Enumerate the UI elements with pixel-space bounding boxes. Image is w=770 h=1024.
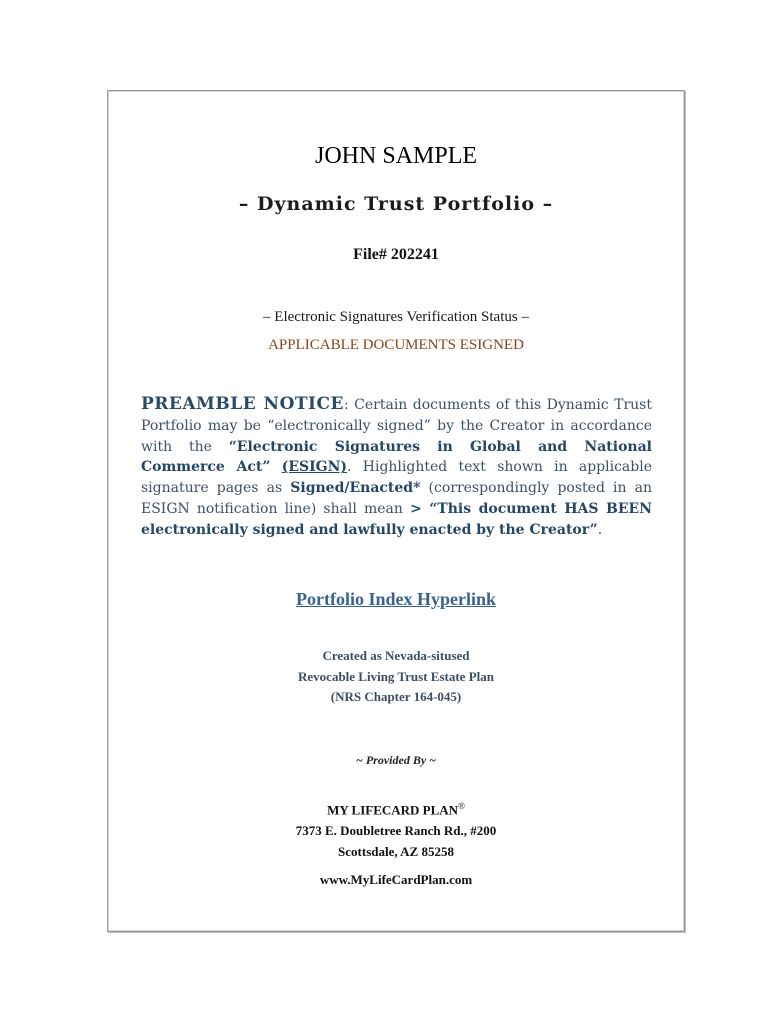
plan-line-1: Created as Nevada-sitused (322, 648, 470, 663)
preamble-text-2 (270, 459, 281, 475)
preamble-notice (141, 394, 652, 541)
plan-line-2: Revocable Living Trust Estate Plan (298, 668, 494, 684)
portfolio-index-link[interactable]: Portfolio Index Hyperlink (295, 589, 496, 609)
plan-line-3: (NRS Chapter 164-045) (330, 689, 462, 704)
registered-mark: ® (458, 801, 465, 811)
plan-description (107, 646, 685, 708)
address-line-1: 7373 E. Doubletree Ranch Rd., #200 (295, 823, 497, 839)
address-line-2: Scottsdale, AZ 85258 (338, 844, 454, 860)
preamble-text-1: : Certain documents of this Dynamic Trust Portfolio may be “electronically signed” by the Creator in accordance with the (141, 397, 652, 455)
preamble-heading: PREAMBLE NOTICE (141, 394, 344, 414)
portfolio-title: – Dynamic Trust Portfolio – (238, 193, 554, 215)
act-name: “Electronic Signatures in Global and National Commerce Act” (141, 438, 652, 476)
signed-enacted-term: Signed/Enacted* (290, 480, 421, 497)
file-number: File# 202241 (353, 246, 439, 263)
provided-by: ~ Provided By ~ (356, 753, 436, 767)
esign-status-value: APPLICABLE DOCUMENTS ESIGNED (268, 337, 524, 353)
website-url[interactable]: www.MyLifeCardPlan.com (319, 872, 473, 887)
client-name: JOHN SAMPLE (314, 143, 478, 169)
company-name: MY LIFECARD PLAN (327, 802, 459, 818)
preamble-text-5: . (597, 521, 603, 538)
signature-meaning: > “This document HAS BEEN electronically signed and lawfully enacted by the Creator” (141, 500, 652, 538)
preamble-text-4: (correspondingly posted in an ESIGN notification line) shall mean (141, 480, 653, 517)
preamble-text-3: . Highlighted text shown in applicable signature pages as (141, 459, 652, 497)
company-block (107, 796, 685, 862)
company-name-line (107, 796, 685, 820)
esign-status-heading: – Electronic Signatures Verification Status – (263, 309, 529, 325)
esign-abbreviation: (ESIGN) (281, 459, 348, 476)
